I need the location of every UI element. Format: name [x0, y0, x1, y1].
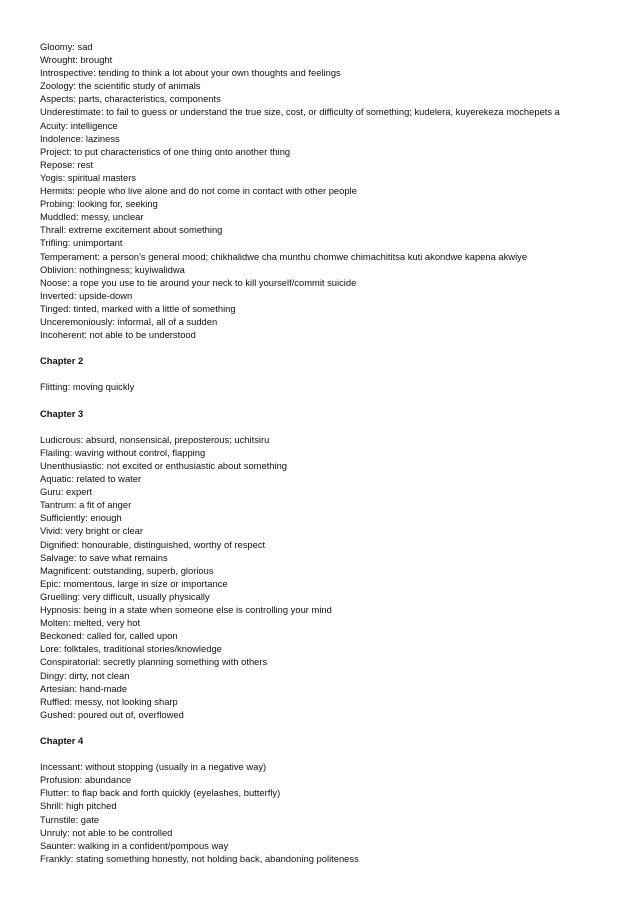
vocabulary-entry: Tinged: tinted, marked with a little of something	[40, 302, 236, 314]
vocabulary-entry: Inverted: upside-down	[40, 289, 133, 301]
vocabulary-section	[40, 394, 620, 721]
vocabulary-entry: Wrought: brought	[40, 54, 113, 66]
vocabulary-entry: Oblivion: nothingness; kuyiwalidwa	[40, 263, 185, 275]
vocabulary-entry: Unruly: not able to be controlled	[40, 826, 173, 838]
vocabulary-entry: Guru: expert	[40, 486, 93, 498]
vocabulary-entry: Lore: folktales, traditional stories/knowledge	[40, 643, 222, 655]
vocabulary-entry: Dingy: dirty, not clean	[40, 669, 130, 681]
vocabulary-entry: Introspective: tending to think a lot about your own thoughts and feelings	[40, 67, 341, 79]
vocabulary-entry: Artesian: hand-made	[40, 682, 128, 694]
vocabulary-entry: Flutter: to flap back and forth quickly (eyelashes, butterfly)	[40, 787, 281, 799]
blank-line	[40, 341, 620, 354]
vocabulary-entry: Shrill: high pitched	[40, 800, 117, 812]
vocabulary-section	[40, 341, 620, 393]
vocabulary-entry: Unenthusiastic: not excited or enthusiastic about something	[40, 460, 288, 471]
vocabulary-section	[40, 40, 620, 341]
vocabulary-entry: Repose: rest	[40, 158, 94, 170]
vocabulary-entry: Temperament: a person’s general mood; chikhalidwe cha munthu chomwe chimachititsa kuti akondwe kapena akwiye	[40, 250, 528, 262]
vocabulary-entry: Acuity: intelligence	[40, 119, 118, 131]
vocabulary-entry: Flitting: moving quickly	[40, 381, 135, 393]
document-page	[40, 40, 620, 865]
vocabulary-entry: Trifling: unimportant	[40, 237, 123, 249]
vocabulary-entry: Gushed: poured out of, overflowed	[40, 708, 184, 720]
chapter-heading: Chapter 3	[40, 407, 84, 419]
vocabulary-entry: Saunter: walking in a confident/pompous way	[40, 839, 229, 851]
vocabulary-entry: Frankly: stating something honestly, not holding back, abandoning politeness	[40, 852, 359, 864]
vocabulary-entry: Probing: looking for, seeking	[40, 198, 158, 210]
vocabulary-entry: Project: to put characteristics of one thing onto another thing	[40, 145, 291, 157]
vocabulary-entry: Magnificent: outstanding, superb, glorious	[40, 564, 214, 576]
vocabulary-entry: Salvage: to save what remains	[40, 551, 168, 563]
vocabulary-entry: Aspects: parts, characteristics, components	[40, 93, 221, 105]
vocabulary-entry: Molten: melted, very hot	[40, 617, 141, 629]
vocabulary-entry: Noose: a rope you use to tie around your neck to kill yourself/commit suicide	[40, 276, 357, 288]
blank-line	[40, 394, 620, 407]
blank-line	[40, 367, 620, 380]
vocabulary-entry: Turnstile: gate	[40, 813, 100, 825]
vocabulary-section	[40, 721, 620, 865]
blank-line	[40, 747, 620, 760]
vocabulary-entry: Conspiratorial: secretly planning something with others	[40, 656, 268, 668]
vocabulary-entry: Ruffled: messy, not looking sharp	[40, 695, 178, 707]
chapter-heading: Chapter 2	[40, 355, 84, 367]
vocabulary-entry: Ludicrous: absurd, nonsensical, preposterous; uchitsiru	[40, 433, 270, 445]
vocabulary-entry: Vivid: very bright or clear	[40, 525, 143, 537]
chapter-heading: Chapter 4	[40, 734, 84, 746]
vocabulary-entry: Hermits: people who live alone and do not come in contact with other people	[40, 185, 357, 197]
vocabulary-entry: Underestimate: to fail to guess or understand the true size, cost, or difficulty of something; kudelera, kuyerekeza mochepets a	[40, 106, 560, 118]
vocabulary-entry: Flailing: waving without control, flapping	[40, 446, 206, 458]
vocabulary-entry: Muddled: messy, unclear	[40, 211, 144, 223]
vocabulary-entry: Aquatic: related to water	[40, 473, 142, 485]
vocabulary-entry: Dignified: honourable, distinguished, worthy of respect	[40, 538, 266, 550]
vocabulary-entry: Thrall: extreme excitement about something	[40, 224, 223, 236]
vocabulary-entry: Unceremoniously: informal, all of a sudden	[40, 315, 218, 327]
blank-line	[40, 721, 620, 734]
vocabulary-entry: Zoology: the scientific study of animals	[40, 80, 201, 92]
vocabulary-entry: Beckoned: called for, called upon	[40, 630, 178, 642]
blank-line	[40, 420, 620, 433]
vocabulary-entry: Tantrum: a fit of anger	[40, 499, 132, 511]
vocabulary-entry: Yogis: spiritual masters	[40, 171, 137, 183]
vocabulary-entry: Epic: momentous, large in size or importance	[40, 577, 228, 589]
vocabulary-entry: Hypnosis: being in a state when someone else is controlling your mind	[40, 604, 332, 616]
vocabulary-entry: Profusion: abundance	[40, 774, 132, 786]
vocabulary-entry: Gruelling: very difficult, usually physically	[40, 590, 210, 602]
vocabulary-entry: Indolence: laziness	[40, 132, 120, 144]
vocabulary-entry: Incoherent: not able to be understood	[40, 329, 196, 341]
vocabulary-entry: Sufficiently: enough	[40, 512, 122, 524]
vocabulary-entry: Gloomy: sad	[40, 41, 93, 52]
vocabulary-entry: Incessant: without stopping (usually in a negative way)	[40, 761, 267, 773]
